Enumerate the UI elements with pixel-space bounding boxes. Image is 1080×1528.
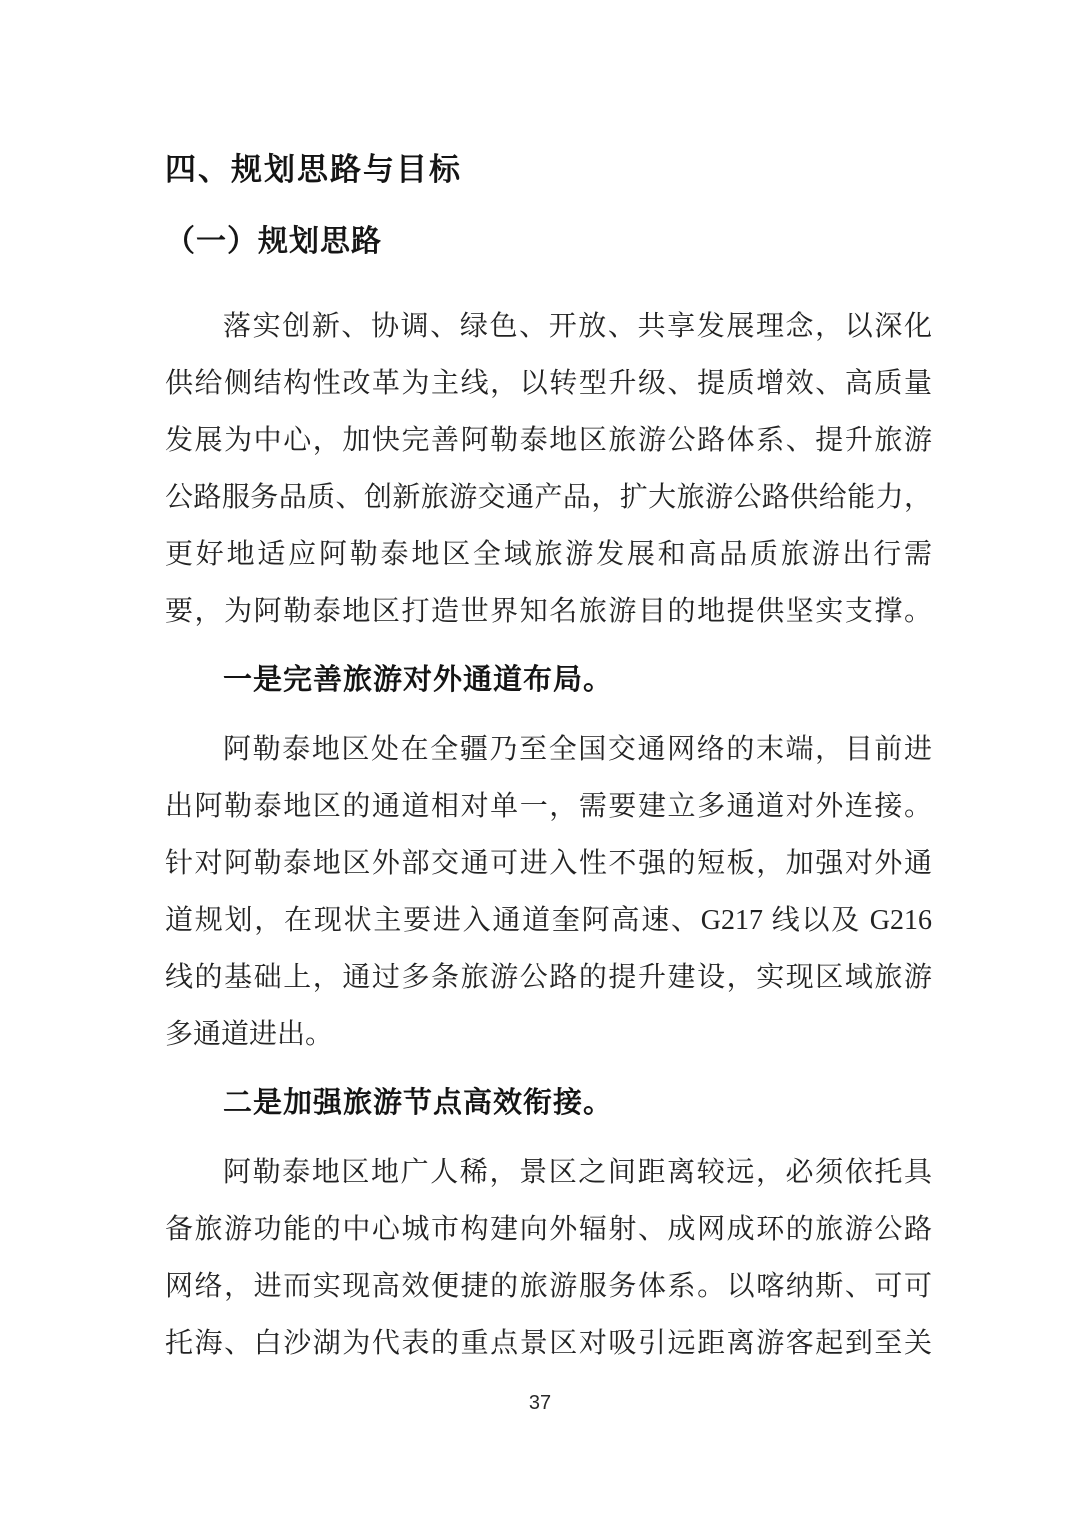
paragraph-line: 针对阿勒泰地区外部交通可进入性不强的短板，加强对外通 bbox=[165, 848, 932, 879]
paragraph-3 bbox=[165, 1144, 932, 1372]
section-heading: （一）规划思路 bbox=[165, 225, 382, 258]
paragraph-line: 供给侧结构性改革为主线，以转型升级、提质增效、高质量 bbox=[165, 368, 932, 399]
paragraph-line: 落实创新、协调、绿色、开放、共享发展理念，以深化 bbox=[223, 311, 932, 342]
paragraph-line: 线的基础上，通过多条旅游公路的提升建设，实现区域旅游 bbox=[165, 962, 932, 993]
paragraph-line: 公路服务品质、创新旅游交通产品，扩大旅游公路供给能力， bbox=[165, 482, 932, 513]
paragraph-line: 网络，进而实现高效便捷的旅游服务体系。以喀纳斯、可可 bbox=[165, 1271, 932, 1302]
paragraph-line: 多通道进出。 bbox=[165, 1019, 334, 1050]
paragraph-line: 发展为中心，加快完善阿勒泰地区旅游公路体系、提升旅游 bbox=[165, 425, 932, 456]
paragraph-line: 托海、白沙湖为代表的重点景区对吸引远距离游客起到至关 bbox=[165, 1328, 932, 1359]
subhead-2: 二是加强旅游节点高效衔接。 bbox=[223, 1087, 614, 1119]
paragraph-line: 阿勒泰地区地广人稀，景区之间距离较远，必须依托具 bbox=[223, 1157, 932, 1188]
paragraph-line: 阿勒泰地区处在全疆乃至全国交通网络的末端，目前进 bbox=[223, 734, 932, 765]
paragraph-line: 更好地适应阿勒泰地区全域旅游发展和高品质旅游出行需 bbox=[165, 539, 932, 570]
chapter-heading: 四、规划思路与目标 bbox=[165, 152, 462, 187]
paragraph-line: 道规划，在现状主要进入通道奎阿高速、G217 线以及 G216 bbox=[165, 905, 932, 936]
paragraph-1 bbox=[165, 298, 932, 640]
page-number: 37 bbox=[528, 1392, 552, 1414]
paragraph-line: 出阿勒泰地区的通道相对单一，需要建立多通道对外连接。 bbox=[165, 791, 932, 822]
paragraph-line: 要，为阿勒泰地区打造世界知名旅游目的地提供坚实支撑。 bbox=[165, 596, 932, 627]
subhead-1: 一是完善旅游对外通道布局。 bbox=[223, 664, 614, 696]
paragraph-2 bbox=[165, 721, 932, 1063]
paragraph-line: 备旅游功能的中心城市构建向外辐射、成网成环的旅游公路 bbox=[165, 1214, 932, 1245]
